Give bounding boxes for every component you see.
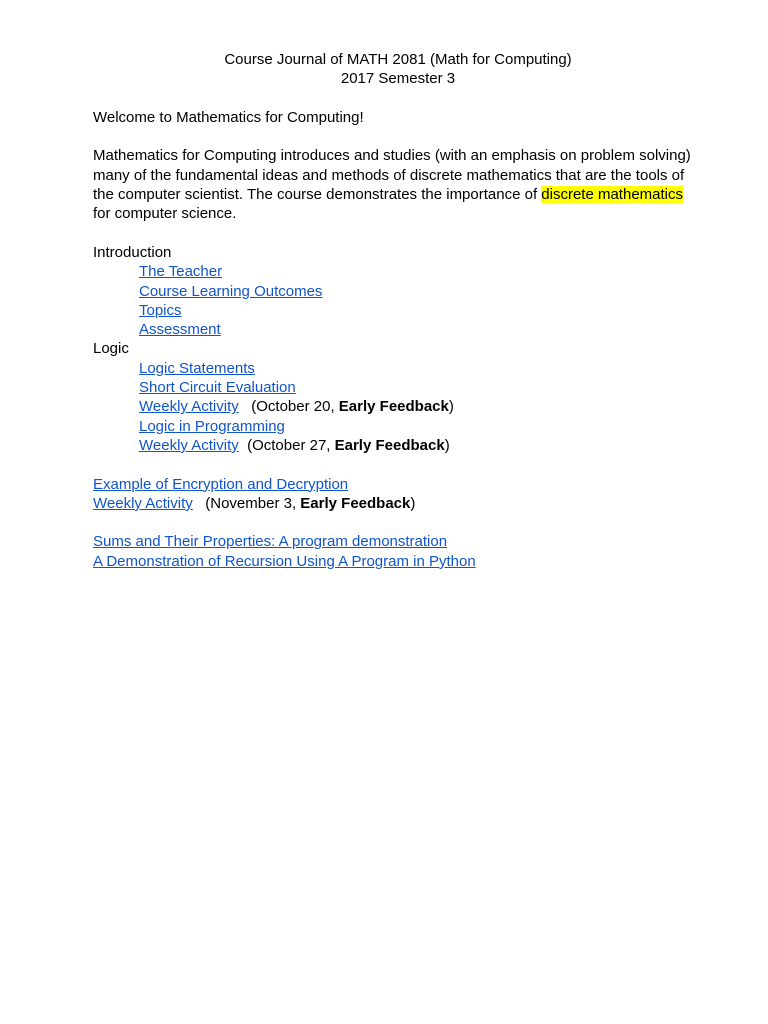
link-assessment[interactable]: Assessment — [139, 321, 221, 339]
intro-text-end: for computer science. — [93, 205, 237, 223]
link-logic-in-programming[interactable]: Logic in Programming — [139, 417, 285, 435]
section-label-logic: Logic — [93, 340, 129, 358]
encryption-section — [93, 475, 703, 514]
link-encryption-example[interactable]: Example of Encryption and Decryption — [93, 475, 349, 493]
welcome-text: Welcome to Mathematics for Computing! — [93, 108, 364, 126]
intro-paragraph — [93, 146, 703, 223]
weekly-note: (November 3, — [192, 494, 301, 512]
section-label-introduction: Introduction — [93, 243, 172, 261]
introduction-section — [93, 243, 703, 339]
weekly-note: (October 27, — [238, 436, 335, 454]
highlighted-term: discrete mathematics — [541, 186, 683, 204]
early-feedback-label: Early Feedback — [338, 398, 449, 416]
link-weekly-activity-oct27[interactable]: Weekly Activity — [139, 436, 239, 454]
early-feedback-label: Early Feedback — [300, 494, 411, 512]
document-page — [93, 50, 703, 571]
link-weekly-activity-oct20[interactable]: Weekly Activity — [139, 398, 239, 416]
weekly-note-close: ) — [410, 494, 416, 512]
link-logic-statements[interactable]: Logic Statements — [139, 359, 255, 377]
weekly-note-close: ) — [444, 436, 450, 454]
link-course-learning-outcomes[interactable]: Course Learning Outcomes — [139, 282, 323, 300]
early-feedback-label: Early Feedback — [334, 436, 445, 454]
document-header — [93, 50, 703, 89]
link-sums-properties[interactable]: Sums and Their Properties: A program demonstration — [93, 533, 448, 551]
demonstrations-section — [93, 532, 703, 571]
link-the-teacher[interactable]: The Teacher — [139, 263, 223, 281]
weekly-note: (October 20, — [238, 398, 339, 416]
semester-label: 2017 Semester 3 — [340, 70, 456, 88]
intro-text: Mathematics for Computing introduces and studies (with an emphasis on problem solving) many of the fundamental ideas and methods of discrete mathematics that are the tools of the computer scientist. The course demonstrates the importance of — [93, 147, 691, 204]
link-topics[interactable]: Topics — [139, 301, 182, 319]
link-recursion-demo[interactable]: A Demonstration of Recursion Using A Program in Python — [93, 552, 476, 570]
link-weekly-activity-nov3[interactable]: Weekly Activity — [93, 494, 193, 512]
link-short-circuit-evaluation[interactable]: Short Circuit Evaluation — [139, 379, 296, 397]
weekly-note-close: ) — [448, 398, 454, 416]
logic-section — [93, 339, 703, 455]
course-title: Course Journal of MATH 2081 (Math for Computing) — [224, 51, 572, 68]
